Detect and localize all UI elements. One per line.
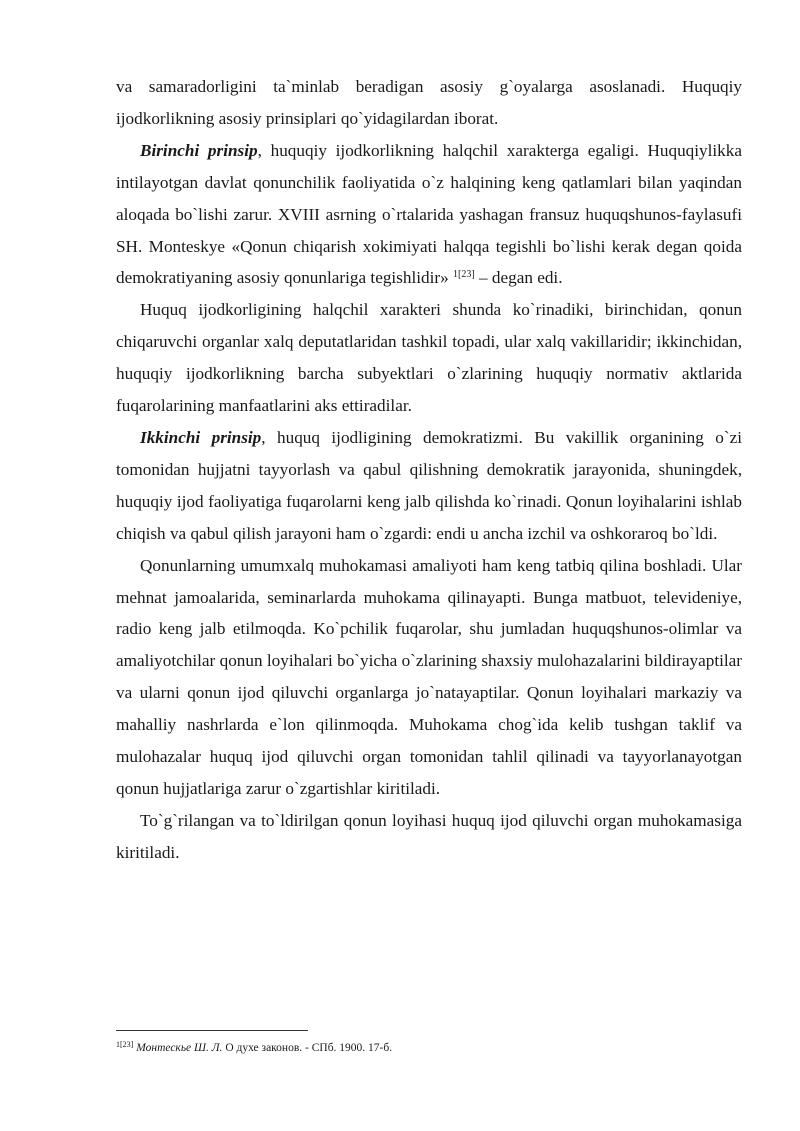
document-body <box>116 71 742 869</box>
footnote-separator <box>116 1030 308 1031</box>
paragraph-text: To`g`rilangan va to`ldirilgan qonun loyihasi huquq ijod qiluvchi organ muhokamasiga kiritiladi. <box>116 810 742 862</box>
paragraph-text: va samaradorligini ta`minlab beradigan asosiy g`oyalarga asoslanadi. Huquqiy ijodkorlikning asosiy prinsiplari qo`yidagilardan iborat. <box>116 77 742 128</box>
paragraph-1 <box>116 71 742 135</box>
paragraph-text: , huquq ijodligining demokratizmi. Bu vakillik organining o`zi tomonidan hujjatni tayyorlash va qabul qilishning demokratik jarayonida, shuningdek, huquqiy ijod faoliyatiga fuqarolarni keng jalb qilishda ko`rinadi. Qonun loyihalarini ishlab chiqish va qabul qilish jarayoni ham o`zgardi: endi u ancha izchil va oshkoraroq bo`ldi. <box>116 427 742 543</box>
footnote-marker: 1[23] <box>116 1040 134 1049</box>
paragraph-text-end: – degan edi. <box>474 268 563 288</box>
paragraph-text: Huquq ijodkorligining halqchil xarakteri shunda ko`rinadiki, birinchidan, qonun chiqaruvchi organlar xalq deputatlaridan tashkil topadi, ular xalq vakillaridir; ikkinchidan, huquqiy ijodkorlikning barcha subyektlari o`zlarining huquqiy normativ aktlarida fuqarolarining manfaatlarini aks ettiradilar. <box>116 300 742 416</box>
paragraph-3 <box>116 294 742 422</box>
footnote-reference[interactable]: 1[23] <box>453 269 475 281</box>
principle-heading-first: Birinchi prinsip <box>140 140 258 160</box>
footnote-author: Монтескье Ш. Л. <box>136 1042 223 1054</box>
paragraph-4 <box>116 422 742 550</box>
footnote-text: О духе законов. - СПб. 1900. 17-б. <box>222 1042 393 1054</box>
paragraph-2 <box>116 135 742 295</box>
footnote <box>116 1040 742 1056</box>
paragraph-text: Qonunlarning umumxalq muhokamasi amaliyoti ham keng tatbiq qilina boshladi. Ular mehnat jamoalarida, seminarlarda muhokama qilinayapti. Bunga matbuot, televideniye, radio keng jalb etilmoqda. Ko`pchilik fuqarolar, shu jumladan huquqshunos-olimlar va amaliyotchilar qonun loyihalari bo`yicha o`zlarining shaxsiy mulohazalarini bildirayaptilar va ularni qonun ijod qiluvchi organlarga jo`natayaptilar. Qonun loyihalari markaziy va mahalliy nashrlarda e`lon qilinmoqda. Muhokama chog`ida kelib tushgan taklif va mulohazalar huquq ijod qiluvchi organ tomonidan tahlil qilinadi va tayyorlanayotgan qonun hujjatlariga zarur o`zgartishlar kiritiladi. <box>116 555 742 798</box>
paragraph-5 <box>116 550 742 805</box>
paragraph-6 <box>116 805 742 869</box>
paragraph-text: , huquqiy ijodkorlikning halqchil xarakterga egaligi. Huquqiylikka intilayotgan davlat qonunchilik faoliyatida o`z halqining keng qatlamlari bilan yaqindan aloqada bo`lishi zarur. XVIII asrning o`rtalarida yashagan fransuz huquqshunos-faylasufi SH. Monteskye «Qonun chiqarish xokimiyati halqqa tegishli bo`lishi kerak degan qoida demokratiyaning asosiy qonunlariga tegishlidir» <box>116 140 742 288</box>
principle-heading-second: Ikkinchi prinsip <box>140 427 262 447</box>
